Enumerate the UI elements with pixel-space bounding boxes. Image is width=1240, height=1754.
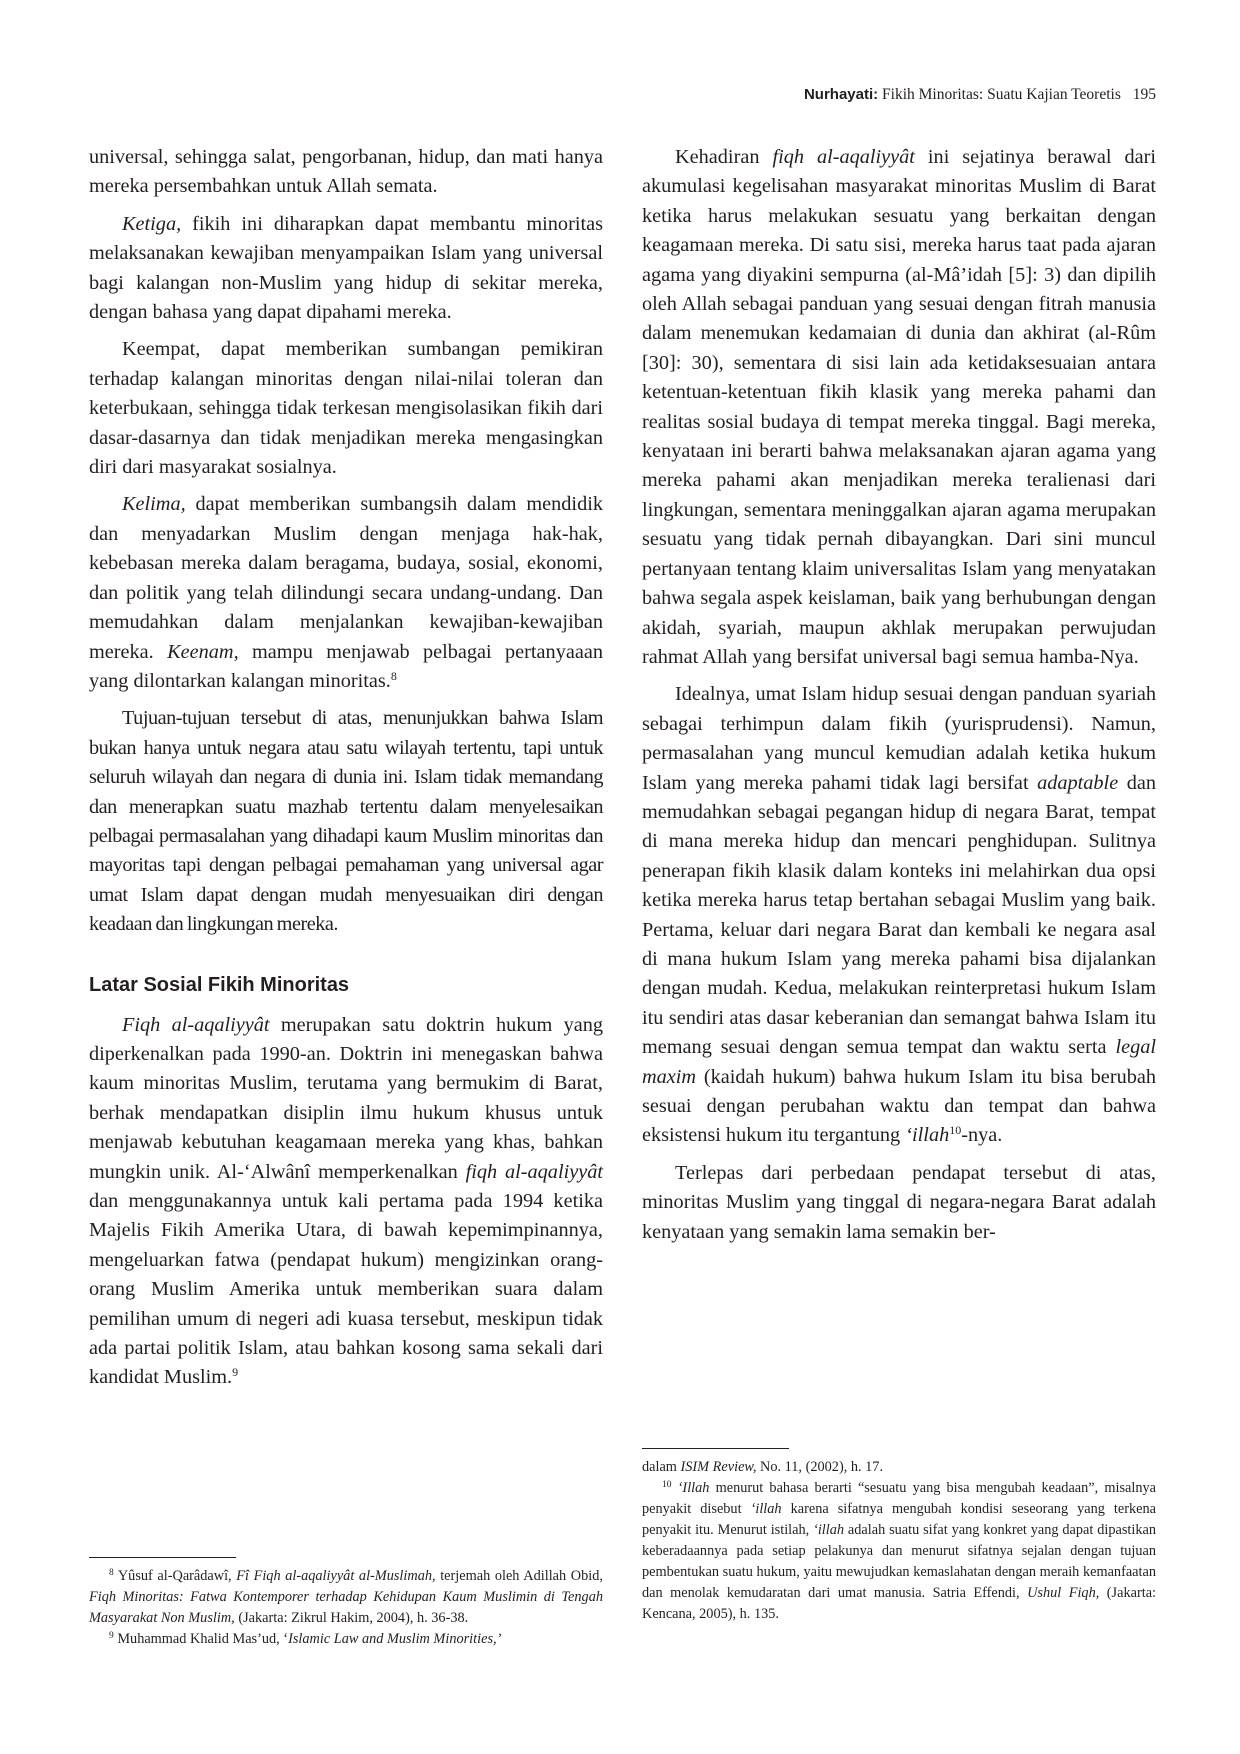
paragraph-text: ini sejatinya berawal dari akumulasi kegelisahan masyarakat minoritas Muslim di Barat ketika harus melakukan sesuatu yang berkaitan dengan keagamaan mereka. Di satu sisi, mereka harus taat pada ajaran agama yang diyakini sempurna (al-Mâ’idah [5]: 3) dan dipilih oleh Allah sebagai panduan yang sesuai dengan fitrah manusia dalam menemukan kedamaian di dunia dan akhirat (al-Rûm [30]: 30), sementara di sisi lain ada ketidaksesuaian antara ketentuan-ketentuan fikih klasik yang mereka pahami dan realitas sosial budaya di tempat mereka tinggal. Bagi mereka, kenyataan ini berarti bahwa melaksanakan ajaran agama yang mereka pahami akan menjadikan mereka teralienasi dari lingkungan, sementara meninggalkan ajaran agama merupakan sesuatu yang tidak pernah dibayangkan. Dari sini muncul pertanyaan tentang klaim universalitas Islam yang menyatakan bahwa segala aspek keislaman, baik yang berhubungan dengan akidah, syariah, maupun akhlak merupakan perwujudan rahmat Allah yang bersifat universal bagi semua hamba-Nya. — [642, 146, 1157, 668]
footnote-number: 9 — [109, 1631, 114, 1641]
lead-term: Keenam, — [167, 640, 239, 663]
paragraph-text: dapat memberikan sumbangsih dalam mendidik dan menyadarkan Muslim dengan menjaga hak-hak, kebebasan mereka dalam beragama, budaya, sosial, ekonomi, dan politik yang telah dilindungi secara undang-undang. Dan memudahkan dalam menjalankan kewajiban-kewajiban mereka. — [89, 493, 603, 663]
footnote-text: No. 11, (2002), h. 17. — [760, 1459, 884, 1475]
footnote-title: Fî Fiqh al-aqaliyyât al-Muslimah, — [236, 1568, 436, 1584]
footnote-9-continued — [642, 1457, 1156, 1478]
footnote-text: (Jakarta: Zikrul Hakim, 2004), h. 36-38. — [238, 1610, 469, 1626]
term: fiqh al-aqaliyyât — [465, 1160, 603, 1183]
footnotes-left — [89, 1557, 603, 1650]
footnote-title: Fiqh Minoritas: Fatwa Kontemporer terhadap Kehidupan Kaum Muslimin di Tengah Masyarakat Non Muslim, — [89, 1589, 603, 1626]
footnote-text: adalah suatu sifat yang konkret yang dapat dipastikan keberadaannya pada setiap pelakunya dan menurut sifatnya sejalan dengan tujuan pembentukan suatu hukum, yaitu mewujudkan kemaslahatan dengan meraih kemanfaatan dan menolak kemudaratan dari umat manusia. Satria Effendi, — [642, 1522, 1156, 1601]
paragraph-text: -nya. — [961, 1124, 1003, 1147]
footnote-title: Ushul Fiqh, — [1027, 1585, 1100, 1601]
term: ‘Illah — [677, 1480, 710, 1496]
paragraph — [89, 704, 603, 939]
paragraph-text: Kehadiran — [675, 146, 760, 168]
paragraph — [642, 1159, 1156, 1247]
paragraph — [642, 680, 1156, 1151]
page-number: 195 — [1132, 86, 1156, 103]
term: fiqh al-aqaliyyât — [772, 146, 915, 168]
right-column — [642, 143, 1156, 1247]
footnote-ref[interactable]: 10 — [949, 1123, 962, 1138]
left-column — [89, 143, 603, 1393]
footnote-9 — [89, 1629, 603, 1650]
footnote-title: Islamic Law and Muslim Minorities,’ — [288, 1631, 502, 1647]
footnote-text: Yûsuf al-Qarâdawî, — [117, 1568, 232, 1584]
paragraph-text: fikih ini diharapkan dapat membantu minoritas melaksanakan kewajiban menyampaikan Islam yang universal bagi kalangan non-Muslim yang hidup di sekitar mereka, dengan bahasa yang dapat dipahami mereka. — [89, 212, 603, 324]
section-heading: Latar Sosial Fikih Minoritas — [89, 973, 350, 996]
paragraph-text: Terlepas dari perbedaan pendapat tersebut di atas, minoritas Muslim yang tinggal di negara-negara Barat adalah kenyataan yang semakin lama semakin ber- — [642, 1161, 1156, 1243]
lead-term: Keempat, — [122, 338, 201, 361]
footnote-number: 8 — [109, 1568, 114, 1578]
paragraph-text: Idealnya, umat Islam hidup sesuai dengan panduan syariah sebagai terhimpun dalam fikih (yurisprudensi). Namun, permasalahan yang muncul kemudian adalah ketika hukum Islam yang mereka pahami tidak lagi bersifat — [642, 683, 1156, 794]
footnote-ref[interactable]: 8 — [390, 668, 397, 683]
footnotes-right — [642, 1448, 1156, 1625]
paragraph-text: (kaidah hukum) bahwa hukum Islam itu bisa berubah sesuai dengan perubahan waktu dan tempat dan bahwa eksistensi hukum itu tergantung — [642, 1065, 1156, 1147]
lead-term: Ketiga, — [122, 212, 182, 235]
paragraph — [89, 210, 603, 328]
footnote-10 — [642, 1478, 1156, 1625]
term: Fiqh al-aqaliyyât — [122, 1013, 270, 1036]
paragraph-text: Tujuan-tujuan tersebut di atas, menunjukkan bahwa Islam bukan hanya untuk negara atau satu wilayah tertentu, tapi untuk seluruh wilayah dan negara di dunia ini. Islam tidak memandang dan menerapkan suatu mazhab tertentu dalam menyelesaikan pelbagai permasalahan yang dihadapi kaum Muslim minoritas dan mayoritas tapi dengan pelbagai pemahaman yang universal agar umat Islam dapat dengan mudah menyesuaikan diri dengan keadaan dan lingkungan mereka. — [89, 707, 603, 936]
footnote-text: karena sifatnya mengubah kondisi seseorang yang terkena penyakit itu. Menurut istilah, — [642, 1501, 1156, 1538]
footnote-text: (Jakarta: Kencana, 2005), h. 135. — [642, 1585, 1157, 1622]
paragraph — [89, 143, 603, 202]
paragraph — [89, 490, 603, 696]
paragraph-text: merupakan satu doktrin hukum yang diperkenalkan pada 1990-an. Doktrin ini menegaskan bahwa kaum minoritas Muslim, terutama yang bermukim di Barat, berhak mendapatkan disiplin ilmu hukum khusus untuk menjawab kebutuhan keagamaan mereka yang khas, bahkan mungkin unik. Al-‘Alwânî memperkenalkan — [89, 1013, 603, 1183]
footnote-title: ISIM Review, — [680, 1459, 757, 1475]
term: ‘illah — [813, 1522, 845, 1538]
footnote-text: menurut bahasa berarti “sesuatu yang bisa mengubah keadaan”, misalnya penyakit disebut — [642, 1480, 1156, 1517]
lead-term: Kelima, — [122, 493, 186, 516]
term: legal maxim — [642, 1036, 1156, 1088]
paragraph — [89, 335, 603, 482]
term: adaptable — [1037, 771, 1119, 794]
term: ‘illah — [750, 1501, 782, 1517]
paragraph — [89, 1011, 603, 1393]
paragraph — [642, 143, 1156, 672]
footnote-text: terjemah oleh Adillah Obid, — [440, 1568, 603, 1584]
paragraph-text: dapat memberikan sumbangan pemikiran terhadap kalangan minoritas dengan nilai-nilai toleran dan keterbukaan, sehingga tidak terkesan mengisolasikan fikih dari dasar-dasarnya dan tidak menjadikan mereka mengasingkan diri dari masyarakat sosialnya. — [89, 338, 603, 479]
term: ‘illah — [905, 1124, 950, 1147]
footnote-rule — [642, 1448, 789, 1449]
header-author: Nurhayati: — [803, 86, 879, 103]
footnote-number: 10 — [662, 1480, 672, 1490]
paragraph-text: dan memudahkan sebagai pegangan hidup di negara Barat, tempat di mana mereka hidup dan mencari penghidupan. Sulitnya penerapan fikih klasik dalam konteks ini melahirkan dua opsi ketika mereka harus tetap bertahan sebagai Muslim yang baik. Pertama, keluar dari negara Barat dan kembali ke negara asal di mana hukum Islam yang mereka pahami bisa dijalankan dengan mudah. Kedua, melakukan reinterpretasi hukum Islam itu sendiri atas dasar keberanian dan semangat bahwa Islam itu memang sesuai dengan semua tempat dan waktu serta — [642, 771, 1156, 1059]
footnote-text: dalam — [642, 1459, 677, 1475]
footnote-8 — [89, 1566, 603, 1629]
footnote-ref[interactable]: 9 — [232, 1365, 239, 1380]
running-header — [804, 86, 1156, 104]
footnote-rule — [89, 1557, 236, 1558]
paragraph-text: universal, sehingga salat, pengorbanan, hidup, dan mati hanya mereka persembahkan untuk Allah semata. — [89, 146, 603, 198]
footnote-text: Muhammad Khalid Mas’ud, ‘ — [117, 1631, 289, 1647]
header-title: Fikih Minoritas: Suatu Kajian Teoretis — [882, 86, 1121, 103]
paragraph-text: dan menggunakannya untuk kali pertama pada 1994 ketika Majelis Fikih Amerika Utara, di bawah kepemimpinannya, mengeluarkan fatwa (pendapat hukum) mengizinkan orang-orang Muslim Amerika untuk memberikan suara dalam pemilihan umum di negeri adi kuasa tersebut, meskipun tidak ada partai politik Islam, atau bahkan kosong sama sekali dari kandidat Muslim. — [89, 1190, 603, 1389]
paragraph-text: mampu menjawab pelbagai pertanyaaan yang dilontarkan kalangan minoritas. — [89, 640, 603, 692]
